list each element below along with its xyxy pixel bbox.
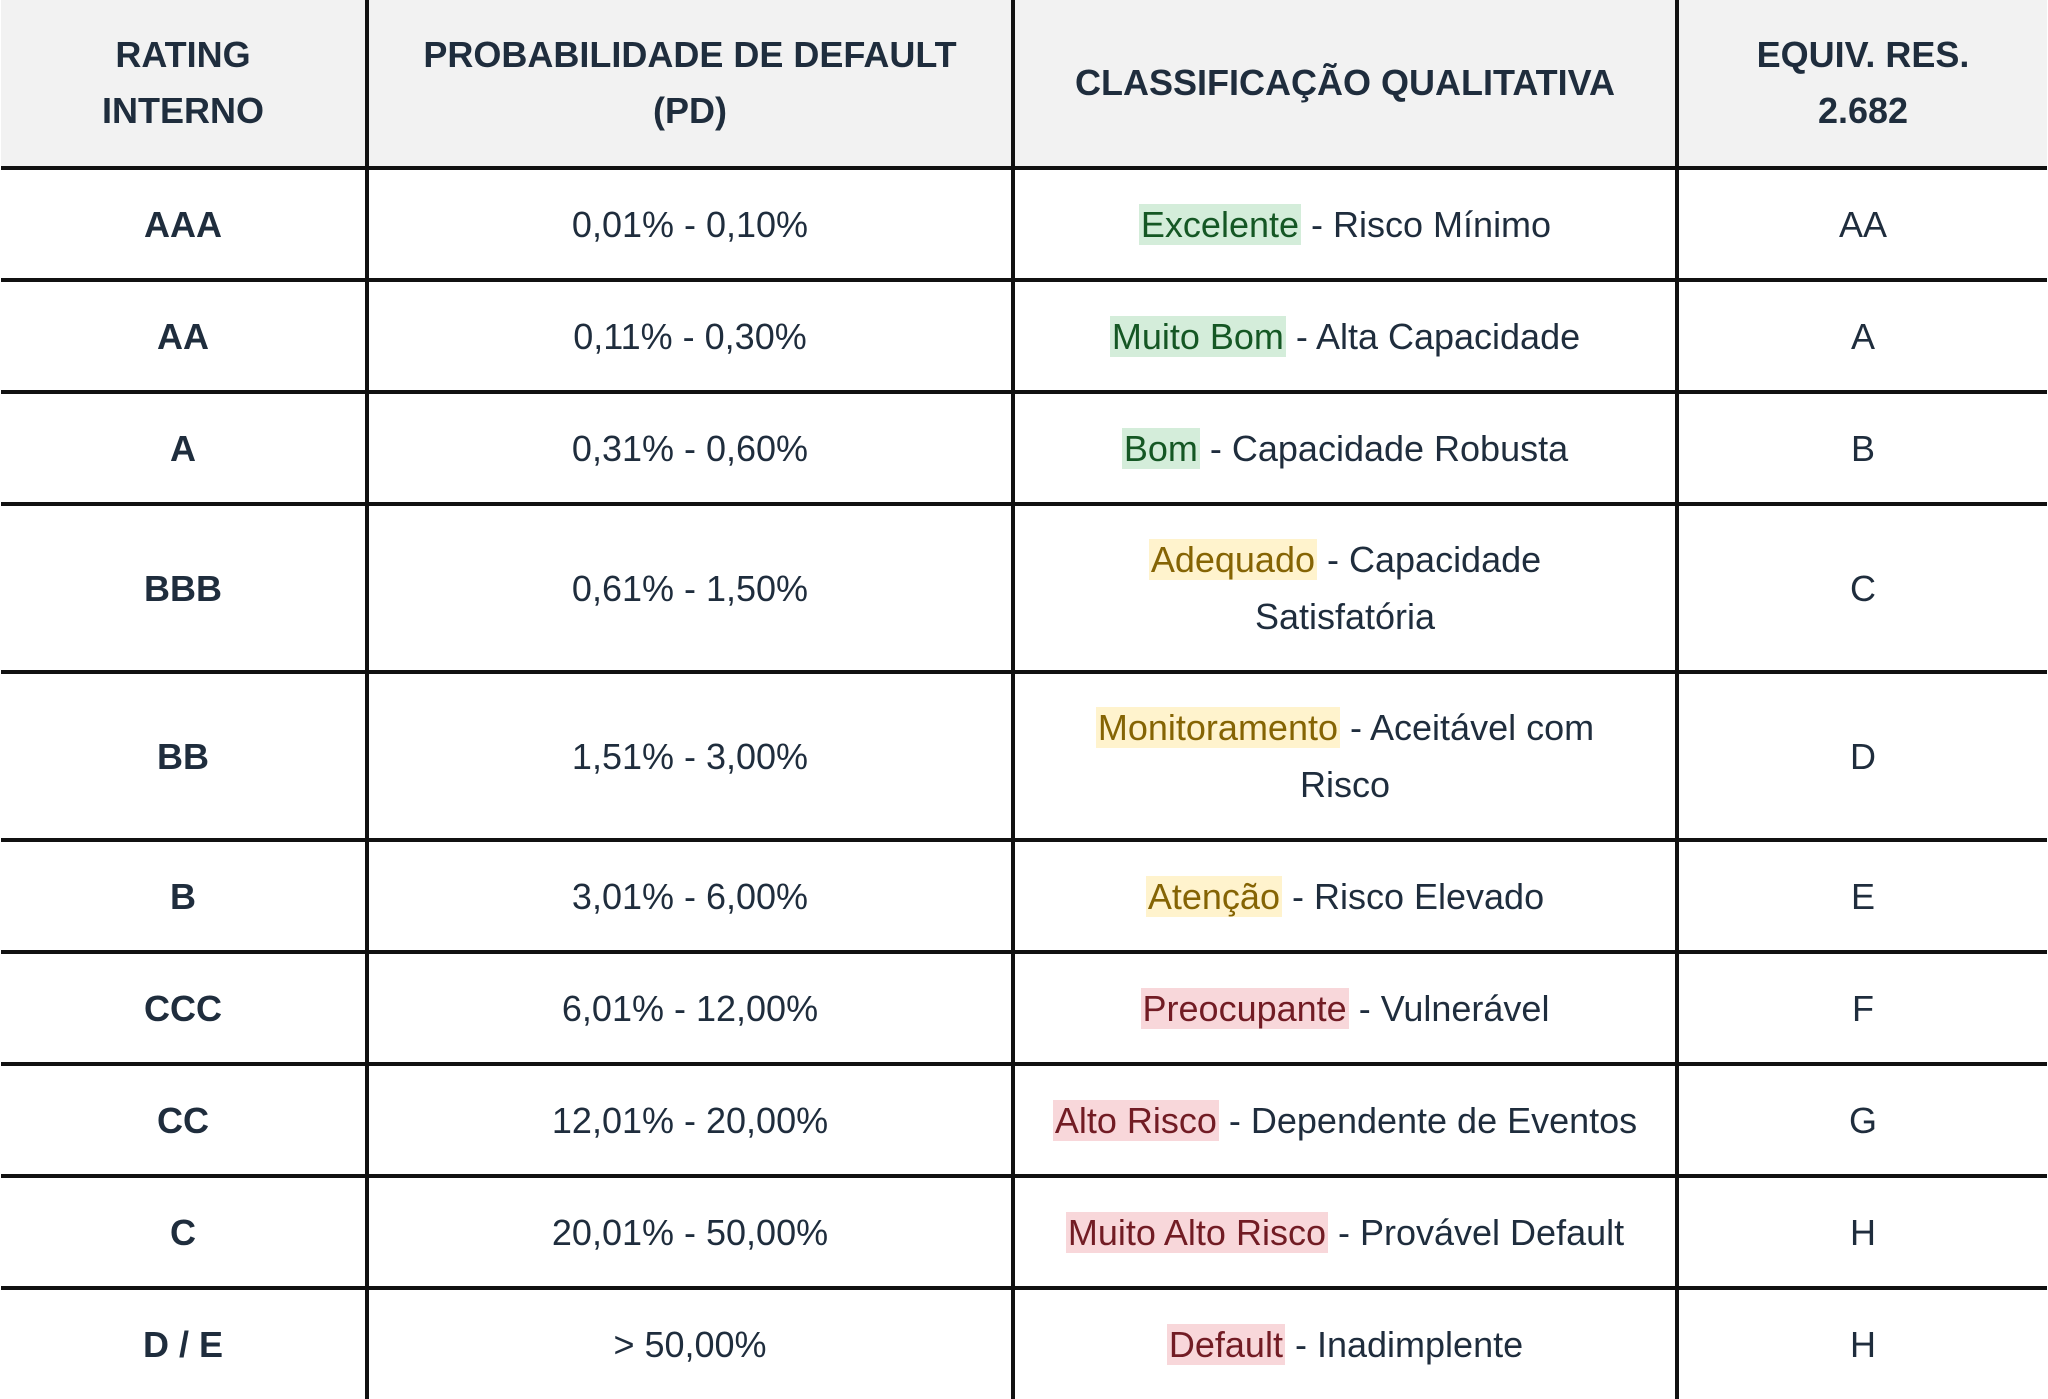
classification-description: Risco Mínimo [1333, 203, 1552, 245]
cell-classificacao [1013, 168, 1677, 280]
cell-pd: 0,61% - 1,50% [367, 504, 1013, 672]
cell-classificacao [1013, 1288, 1677, 1399]
cell-equiv: E [1677, 840, 2047, 952]
cell-classificacao [1013, 952, 1677, 1064]
cell-rating: CCC [1, 952, 367, 1064]
classification-description: Vulnerável [1380, 987, 1550, 1029]
table-row [1, 1176, 2047, 1288]
cell-pd: 12,01% - 20,00% [367, 1064, 1013, 1176]
cell-equiv: F [1677, 952, 2047, 1064]
classification-description: Capacidade Satisfatória [1254, 539, 1542, 637]
cell-pd: 0,31% - 0,60% [367, 392, 1013, 504]
classification-description: Alta Capacidade [1315, 315, 1581, 357]
classification-tag: Muito Alto Risco [1067, 1211, 1326, 1253]
cell-rating: BBB [1, 504, 367, 672]
header-pd-line-1: PROBABILIDADE DE DEFAULT [423, 34, 957, 75]
cell-classificacao [1013, 840, 1677, 952]
cell-pd: 20,01% - 50,00% [367, 1176, 1013, 1288]
classification-separator: - [1218, 1099, 1251, 1141]
table-row [1, 840, 2047, 952]
cell-rating: C [1, 1176, 367, 1288]
cell-pd: 6,01% - 12,00% [367, 952, 1013, 1064]
classification-description: Inadimplente [1316, 1324, 1524, 1365]
table-row [1, 280, 2047, 392]
classification-tag: Default [1168, 1324, 1283, 1365]
table-row [1, 168, 2047, 280]
cell-rating: AAA [1, 168, 367, 280]
cell-rating: B [1, 840, 367, 952]
cell-pd: 3,01% - 6,00% [367, 840, 1013, 952]
table-row [1, 672, 2047, 840]
table-row [1, 1288, 2047, 1399]
header-classificacao-label: CLASSIFICAÇÃO QUALITATIVA [1075, 62, 1615, 103]
table-row [1, 1064, 2047, 1176]
cell-rating: CC [1, 1064, 367, 1176]
classification-tag: Adequado [1150, 539, 1315, 580]
header-pd [367, 0, 1013, 168]
classification-tag: Bom [1123, 427, 1198, 469]
table-body [1, 168, 2047, 1399]
header-rating-line-1: RATING [115, 34, 251, 75]
classification-tag: Monitoramento [1097, 707, 1338, 748]
cell-equiv: B [1677, 392, 2047, 504]
cell-rating: A [1, 392, 367, 504]
table-row [1, 504, 2047, 672]
header-equiv-line-2: 2.682 [1817, 90, 1909, 131]
classification-separator: - [1301, 203, 1334, 245]
classification-separator: - [1281, 875, 1314, 917]
cell-rating: D / E [1, 1288, 367, 1399]
classification-separator: - [1284, 1324, 1317, 1365]
classification-tag: Excelente [1140, 203, 1300, 245]
cell-equiv: G [1677, 1064, 2047, 1176]
header-rating [1, 0, 367, 168]
classification-tag: Preocupante [1142, 987, 1347, 1029]
classification-description: Dependente de Eventos [1250, 1099, 1638, 1141]
classification-tag: Muito Bom [1111, 315, 1284, 357]
cell-equiv: D [1677, 672, 2047, 840]
cell-equiv: AA [1677, 168, 2047, 280]
classification-description: Provável Default [1359, 1211, 1625, 1253]
cell-pd: 0,01% - 0,10% [367, 168, 1013, 280]
table-row [1, 392, 2047, 504]
cell-equiv: H [1677, 1288, 2047, 1399]
header-equiv [1677, 0, 2047, 168]
cell-rating: AA [1, 280, 367, 392]
header-equiv-line-1: EQUIV. RES. [1756, 34, 1970, 75]
header-pd-line-2: (PD) [653, 90, 727, 131]
classification-tag: Atenção [1147, 875, 1280, 917]
classification-description: Risco Elevado [1313, 875, 1545, 917]
cell-pd: 0,11% - 0,30% [367, 280, 1013, 392]
header-classificacao [1013, 0, 1677, 168]
cell-equiv: A [1677, 280, 2047, 392]
cell-classificacao [1013, 672, 1677, 840]
cell-classificacao [1013, 1064, 1677, 1176]
classification-separator: - [1340, 707, 1371, 748]
table-row [1, 952, 2047, 1064]
classification-separator: - [1327, 1211, 1360, 1253]
cell-equiv: C [1677, 504, 2047, 672]
classification-tag: Alto Risco [1054, 1099, 1217, 1141]
classification-description: Capacidade Robusta [1231, 427, 1569, 469]
cell-rating: BB [1, 672, 367, 840]
cell-classificacao [1013, 504, 1677, 672]
header-row [1, 0, 2047, 168]
classification-separator: - [1348, 987, 1381, 1029]
header-rating-line-2: INTERNO [102, 90, 264, 131]
classification-description: Aceitável com Risco [1299, 707, 1595, 805]
cell-classificacao [1013, 1176, 1677, 1288]
cell-pd: > 50,00% [367, 1288, 1013, 1399]
cell-equiv: H [1677, 1176, 2047, 1288]
classification-separator: - [1317, 539, 1349, 580]
rating-table [1, 0, 2047, 1399]
cell-classificacao [1013, 280, 1677, 392]
cell-classificacao [1013, 392, 1677, 504]
classification-separator: - [1285, 315, 1316, 357]
cell-pd: 1,51% - 3,00% [367, 672, 1013, 840]
classification-separator: - [1199, 427, 1232, 469]
